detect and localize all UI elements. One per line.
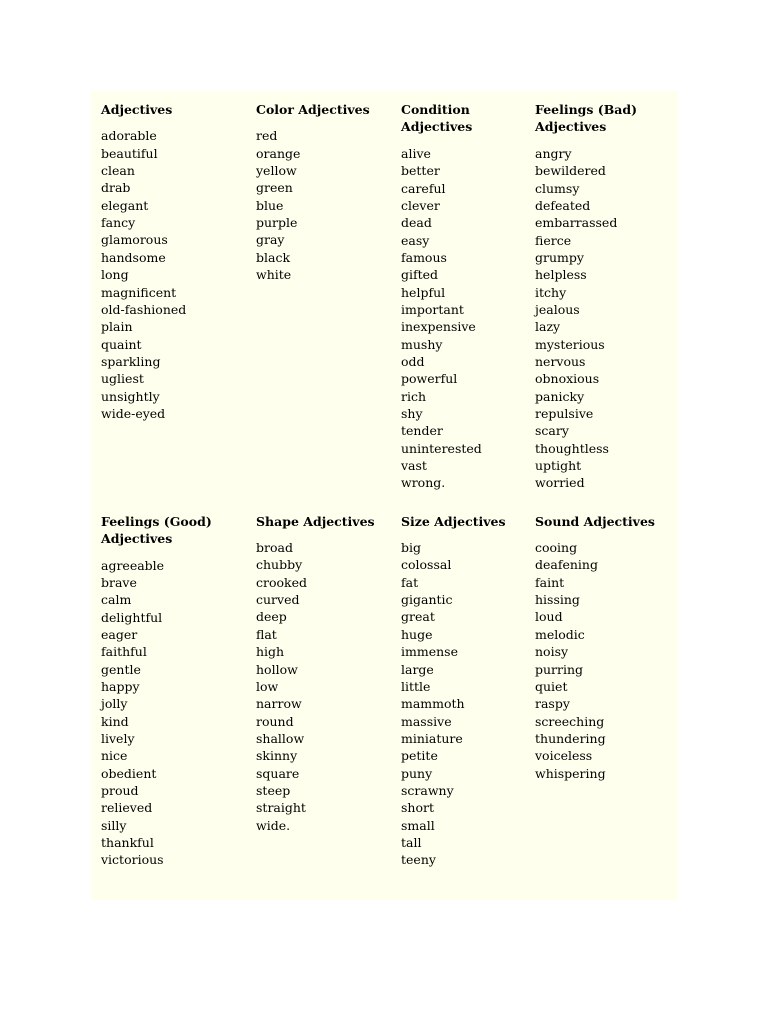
- word-item: broad: [256, 540, 293, 556]
- word-item: jealous: [535, 301, 580, 317]
- category-column: [535, 513, 671, 782]
- word-item: powerful: [401, 371, 458, 387]
- word-item: tall: [401, 834, 422, 850]
- category-column: [401, 101, 535, 492]
- category-heading: Sound Adjectives: [535, 513, 655, 529]
- word-item: big: [401, 540, 422, 556]
- word-item: itchy: [535, 284, 567, 300]
- word-item: shy: [401, 405, 423, 421]
- category-heading: Size Adjectives: [401, 513, 506, 529]
- word-item: brave: [101, 574, 137, 590]
- word-item: quaint: [101, 336, 142, 352]
- word-item: red: [256, 128, 278, 144]
- word-item: eager: [101, 626, 138, 642]
- category-column: [256, 513, 401, 834]
- word-item: miniature: [401, 730, 463, 746]
- word-item: victorious: [101, 852, 164, 868]
- category-column: [101, 513, 256, 869]
- word-item: hollow: [256, 661, 298, 677]
- word-item: narrow: [256, 696, 302, 712]
- category-heading: Adjectives: [101, 102, 173, 117]
- word-item: curved: [256, 592, 300, 608]
- word-item: obnoxious: [535, 371, 600, 387]
- word-item: better: [401, 163, 440, 179]
- word-item: petite: [401, 748, 438, 764]
- word-item: helpless: [535, 267, 587, 283]
- word-item: fierce: [535, 232, 572, 248]
- word-item: wide-eyed: [101, 405, 166, 421]
- word-item: high: [256, 644, 285, 660]
- word-item: old-fashioned: [101, 301, 187, 317]
- word-item: easy: [401, 232, 430, 248]
- category-heading: Feelings (Good) Adjectives: [101, 513, 212, 547]
- word-item: lively: [101, 730, 135, 746]
- word-item: orange: [256, 145, 301, 161]
- word-item: chubby: [256, 557, 303, 573]
- category-column: [101, 101, 256, 422]
- word-list: [256, 127, 401, 283]
- word-item: sparkling: [101, 353, 161, 369]
- word-item: bewildered: [535, 163, 606, 179]
- word-item: inexpensive: [401, 319, 476, 335]
- word-item: screeching: [535, 713, 605, 729]
- word-item: relieved: [101, 800, 153, 816]
- word-item: worried: [535, 475, 585, 491]
- word-item: gigantic: [401, 592, 453, 608]
- word-item: panicky: [535, 388, 585, 404]
- word-item: crooked: [256, 574, 308, 590]
- word-item: white: [256, 267, 292, 283]
- table-row: [101, 513, 671, 869]
- word-item: cooing: [535, 540, 578, 556]
- word-item: clean: [101, 163, 135, 179]
- word-item: famous: [401, 249, 447, 265]
- word-item: quiet: [535, 678, 568, 694]
- category-column: [535, 101, 671, 492]
- word-item: faint: [535, 574, 565, 590]
- word-item: scary: [535, 423, 569, 439]
- category-column: [401, 513, 535, 869]
- word-list: [401, 539, 535, 869]
- word-item: noisy: [535, 644, 569, 660]
- word-item: glamorous: [101, 232, 168, 248]
- word-item: vast: [401, 458, 427, 473]
- word-item: angry: [535, 145, 572, 161]
- category-column: [256, 101, 401, 284]
- adjectives-grid: [101, 101, 671, 869]
- word-item: deep: [256, 609, 287, 625]
- word-list: [256, 539, 401, 834]
- word-item: large: [401, 661, 434, 677]
- word-item: raspy: [535, 696, 570, 712]
- word-item: adorable: [101, 128, 157, 144]
- word-item: happy: [101, 678, 140, 694]
- adjectives-table: [91, 91, 678, 900]
- word-item: gifted: [401, 267, 439, 283]
- word-item: elegant: [101, 197, 149, 213]
- word-item: gentle: [101, 661, 141, 677]
- word-item: odd: [401, 353, 425, 369]
- word-item: drab: [101, 180, 131, 196]
- word-item: thundering: [535, 730, 606, 746]
- word-item: dead: [401, 215, 432, 231]
- word-item: calm: [101, 592, 132, 608]
- word-item: low: [256, 678, 279, 694]
- word-item: little: [401, 678, 431, 694]
- word-item: delightful: [101, 609, 163, 625]
- word-item: rich: [401, 388, 427, 404]
- word-item: fat: [401, 574, 419, 590]
- word-item: small: [401, 817, 435, 833]
- word-item: colossal: [401, 557, 452, 573]
- word-item: helpful: [401, 284, 446, 300]
- word-item: shallow: [256, 730, 305, 746]
- word-item: square: [256, 765, 300, 781]
- word-item: silly: [101, 817, 127, 833]
- word-item: flat: [256, 626, 277, 642]
- word-item: massive: [401, 713, 452, 729]
- word-list: [535, 145, 671, 492]
- word-item: handsome: [101, 249, 166, 265]
- word-item: nervous: [535, 353, 586, 369]
- word-item: wide.: [256, 817, 291, 833]
- word-item: thankful: [101, 835, 154, 850]
- word-item: clever: [401, 197, 440, 213]
- word-item: black: [256, 249, 291, 265]
- word-item: long: [101, 267, 129, 283]
- word-item: gray: [256, 232, 285, 248]
- word-item: round: [256, 713, 294, 729]
- word-item: loud: [535, 609, 563, 625]
- word-item: lazy: [535, 319, 561, 335]
- word-item: purring: [535, 661, 584, 677]
- word-item: uninterested: [401, 440, 482, 456]
- word-item: scrawny: [401, 782, 454, 798]
- word-item: yellow: [256, 163, 297, 179]
- word-item: hissing: [535, 592, 580, 608]
- word-item: melodic: [535, 626, 585, 642]
- word-item: mushy: [401, 336, 443, 352]
- word-item: steep: [256, 782, 291, 798]
- word-item: purple: [256, 215, 298, 231]
- word-item: repulsive: [535, 405, 594, 421]
- word-item: alive: [401, 145, 431, 161]
- word-item: proud: [101, 782, 139, 798]
- word-item: green: [256, 180, 293, 196]
- word-item: ugliest: [101, 371, 144, 387]
- word-list: [401, 145, 535, 492]
- word-item: defeated: [535, 197, 591, 213]
- word-item: skinny: [256, 748, 298, 764]
- word-item: great: [401, 609, 435, 625]
- word-item: deafening: [535, 557, 598, 573]
- category-heading: Shape Adjectives: [256, 513, 375, 529]
- word-item: tender: [401, 423, 443, 439]
- word-item: mammoth: [401, 696, 465, 712]
- word-item: wrong.: [401, 475, 446, 491]
- word-item: kind: [101, 713, 129, 729]
- word-item: straight: [256, 800, 306, 816]
- category-heading: Condition Adjectives: [401, 102, 473, 135]
- word-item: voiceless: [535, 748, 593, 764]
- word-item: obedient: [101, 765, 157, 781]
- word-item: immense: [401, 644, 458, 660]
- word-item: magnificent: [101, 284, 177, 300]
- word-item: unsightly: [101, 388, 160, 404]
- word-item: agreeable: [101, 557, 165, 573]
- word-list: [535, 539, 671, 782]
- word-item: faithful: [101, 644, 147, 660]
- word-list: [101, 127, 256, 422]
- word-list: [101, 557, 256, 869]
- word-item: thoughtless: [535, 440, 609, 456]
- word-item: teeny: [401, 852, 436, 868]
- category-heading: Feelings (Bad) Adjectives: [535, 102, 638, 135]
- category-heading: Color Adjectives: [256, 102, 370, 117]
- word-item: huge: [401, 626, 433, 642]
- word-item: short: [401, 800, 434, 816]
- word-item: blue: [256, 197, 284, 213]
- word-item: careful: [401, 180, 446, 196]
- word-item: beautiful: [101, 145, 158, 161]
- word-item: whispering: [535, 765, 606, 781]
- word-item: clumsy: [535, 180, 580, 196]
- word-item: jolly: [101, 696, 128, 712]
- word-item: fancy: [101, 215, 136, 231]
- word-item: puny: [401, 765, 433, 781]
- word-item: uptight: [535, 458, 582, 473]
- word-item: grumpy: [535, 249, 584, 265]
- word-item: nice: [101, 748, 128, 764]
- word-item: plain: [101, 319, 133, 335]
- word-item: embarrassed: [535, 215, 618, 231]
- table-row: [101, 101, 671, 492]
- word-item: mysterious: [535, 336, 605, 352]
- word-item: important: [401, 301, 464, 317]
